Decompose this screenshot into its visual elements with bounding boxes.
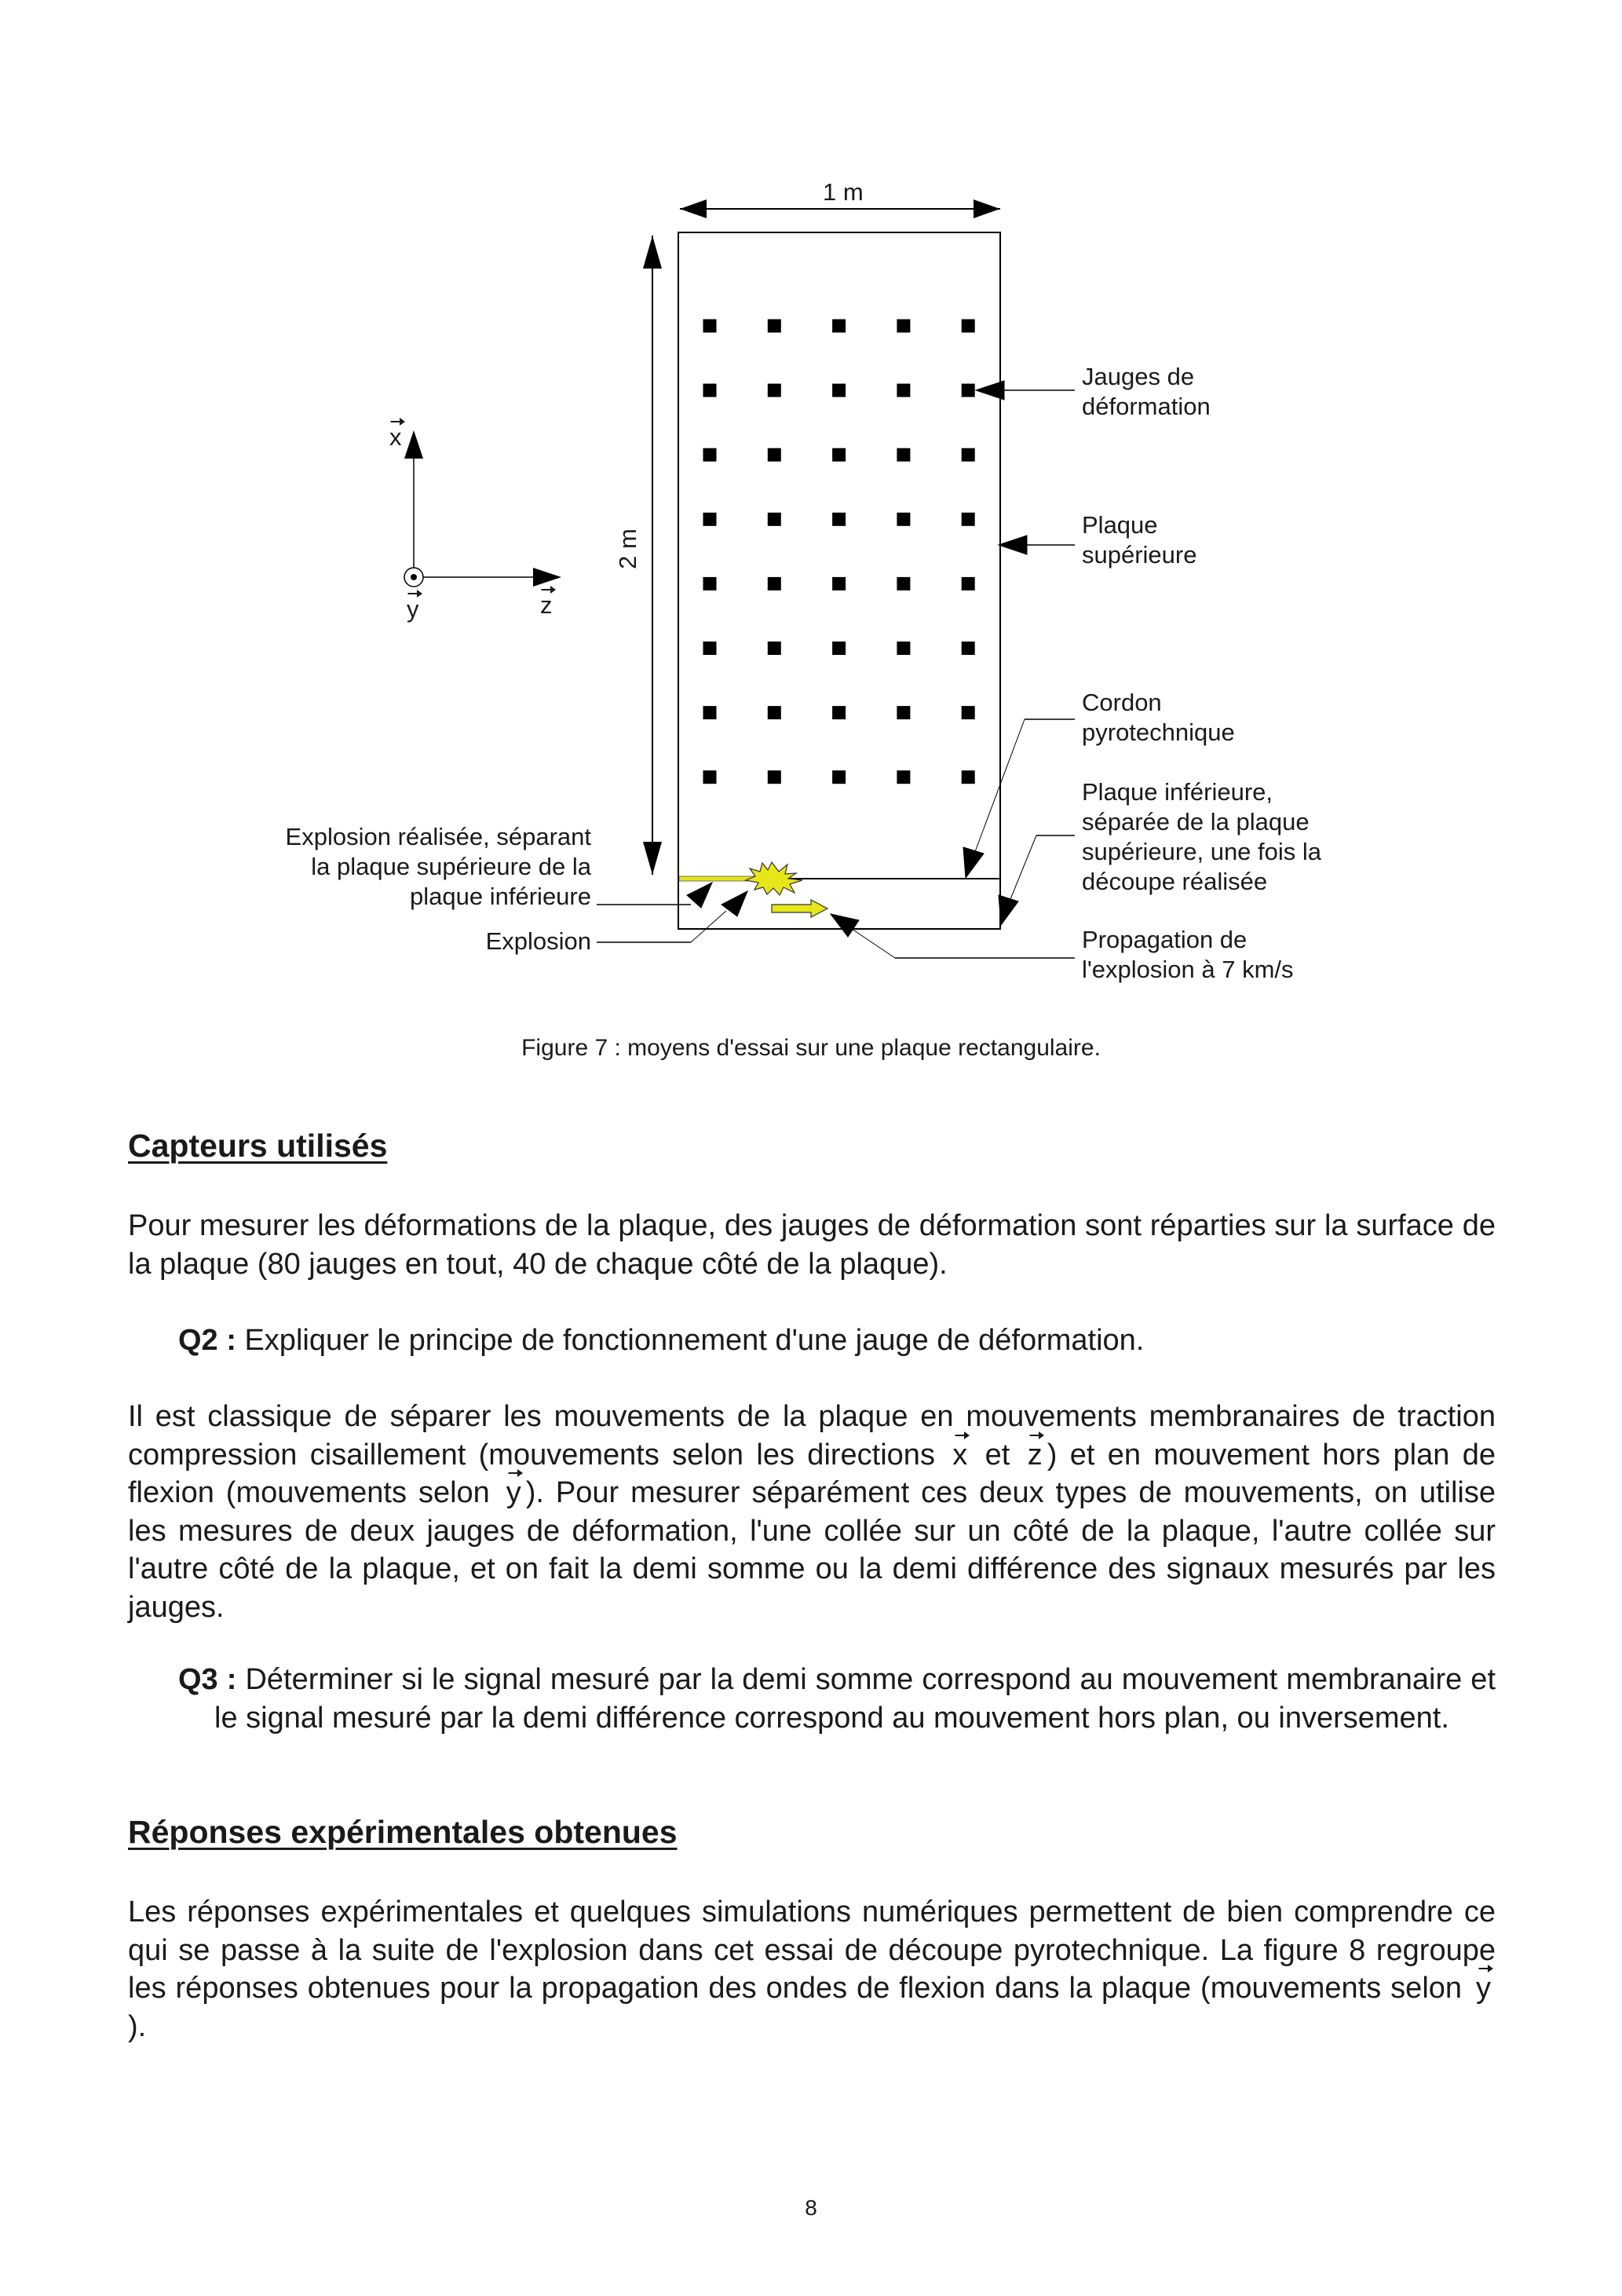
strain-gauge-icon [832,770,846,784]
height-label: 2 m [613,528,641,569]
height-dimension-arrow [643,236,662,875]
label-lower-plate: Plaque inférieure, séparée de la plaque supérieure, une fois la découpe réalisée [1082,778,1322,895]
figure-caption: Figure 7 : moyens d'essai sur une plaque rectangulaire. [521,1035,1101,1061]
paragraph-sensors: Pour mesurer les déformations de la plaque, des jauges de déformation sont réparties sur la surface de la plaque (80 jauges en tout, 40 de chaque côté de la plaque). [128,1209,1496,1281]
strain-gauge-icon [768,320,781,333]
strain-gauge-icon [768,770,781,784]
label-gauges: Jauges de déformation [1082,363,1211,420]
strain-gauge-icon [703,513,717,526]
strain-gauge-icon [703,384,717,397]
axis-y-label: y [402,594,424,624]
strain-gauge-icon [962,320,975,333]
strain-gauge-icon [897,642,910,655]
axis-x-label: x [385,422,407,452]
strain-gauge-icon [962,706,975,719]
strain-gauge-icon [897,577,910,590]
strain-gauge-icon [962,384,975,397]
strain-gauge-icon [768,706,781,719]
strain-gauge-icon [832,577,846,590]
strain-gauge-icon [703,770,717,784]
strain-gauge-icon [962,513,975,526]
axis-z-label: z [535,590,557,620]
strain-gauge-icon [703,642,717,655]
plate-diagram [0,0,1622,1099]
label-propagation: Propagation de l'explosion à 7 km/s [1082,926,1294,983]
strain-gauge-icon [897,448,910,462]
strain-gauge-icon [962,770,975,784]
figure-7 [0,0,1622,1099]
propagation-arrow-icon [772,900,827,917]
question-q2: Q2 : Expliquer le principe de fonctionnement d'une jauge de déformation. [178,1324,1145,1357]
width-label: 1 m [823,178,864,206]
strain-gauge-icon [962,448,975,462]
strain-gauge-icon [832,513,846,526]
strain-gauge-icon [897,384,910,397]
strain-gauge-icon [832,320,846,333]
strain-gauge-icon [962,642,975,655]
coordinate-axes [404,430,561,587]
strain-gauge-icon [962,577,975,590]
label-pyrotechnic-cord: Cordon pyrotechnique [1082,689,1235,746]
page-number: 8 [805,2195,817,2220]
strain-gauge-icon [832,642,846,655]
question-q3: Q3 : Déterminer si le signal mesuré par la demi somme correspond au mouvement membranaire et le signal mesuré par la demi différence correspond au mouvement hors plan, ou inversement. [178,1663,1496,1735]
strain-gauge-icon [768,577,781,590]
strain-gauge-icon [897,706,910,719]
strain-gauge-icon [768,513,781,526]
strain-gauge-icon [703,320,717,333]
strain-gauge-icon [768,642,781,655]
paragraph-results: Les réponses expérimentales et quelques simulations numériques permettent de bien comprendre ce qui se passe à la suite de l'explosion dans cet essai de découpe pyrotechnique. La figure 8 regroupe les réponses obtenues pour la propagation des ondes de flexion dans la plaque (mouvements selon y). [128,1896,1496,2043]
strain-gauge-icon [768,384,781,397]
strain-gauge-icon [768,448,781,462]
gauge-grid [703,320,975,784]
strain-gauge-icon [897,320,910,333]
label-explosion: Explosion [485,927,591,955]
strain-gauge-icon [703,577,717,590]
heading-sensors: Capteurs utilisés [128,1128,388,1164]
leader-lines [597,381,1075,958]
strain-gauge-icon [703,706,717,719]
heading-results: Réponses expérimentales obtenues [128,1814,678,1850]
label-explosion-done: Explosion réalisée, séparant la plaque supérieure de la plaque inférieure [285,823,591,910]
paragraph-movements: Il est classique de séparer les mouvements de la plaque en mouvements membranaires de traction compression cisaillement (mouvements selon les directions x et z ) et en mouvement hors plan de flexion (mouvements selon y ). Pour mesurer séparément ces deux types de mouvements, on utilise les mesures de deux jauges de déformation, l'une collée sur un côté de la plaque, l'autre collée sur l'autre côté de la plaque, et on fait la demi somme ou la demi différence des signaux mesurés par les jauges. [128,1400,1496,1624]
label-upper-plate: Plaque supérieure [1082,511,1197,569]
strain-gauge-icon [897,770,910,784]
strain-gauge-icon [832,384,846,397]
strain-gauge-icon [897,513,910,526]
strain-gauge-icon [703,448,717,462]
strain-gauge-icon [832,706,846,719]
strain-gauge-icon [832,448,846,462]
